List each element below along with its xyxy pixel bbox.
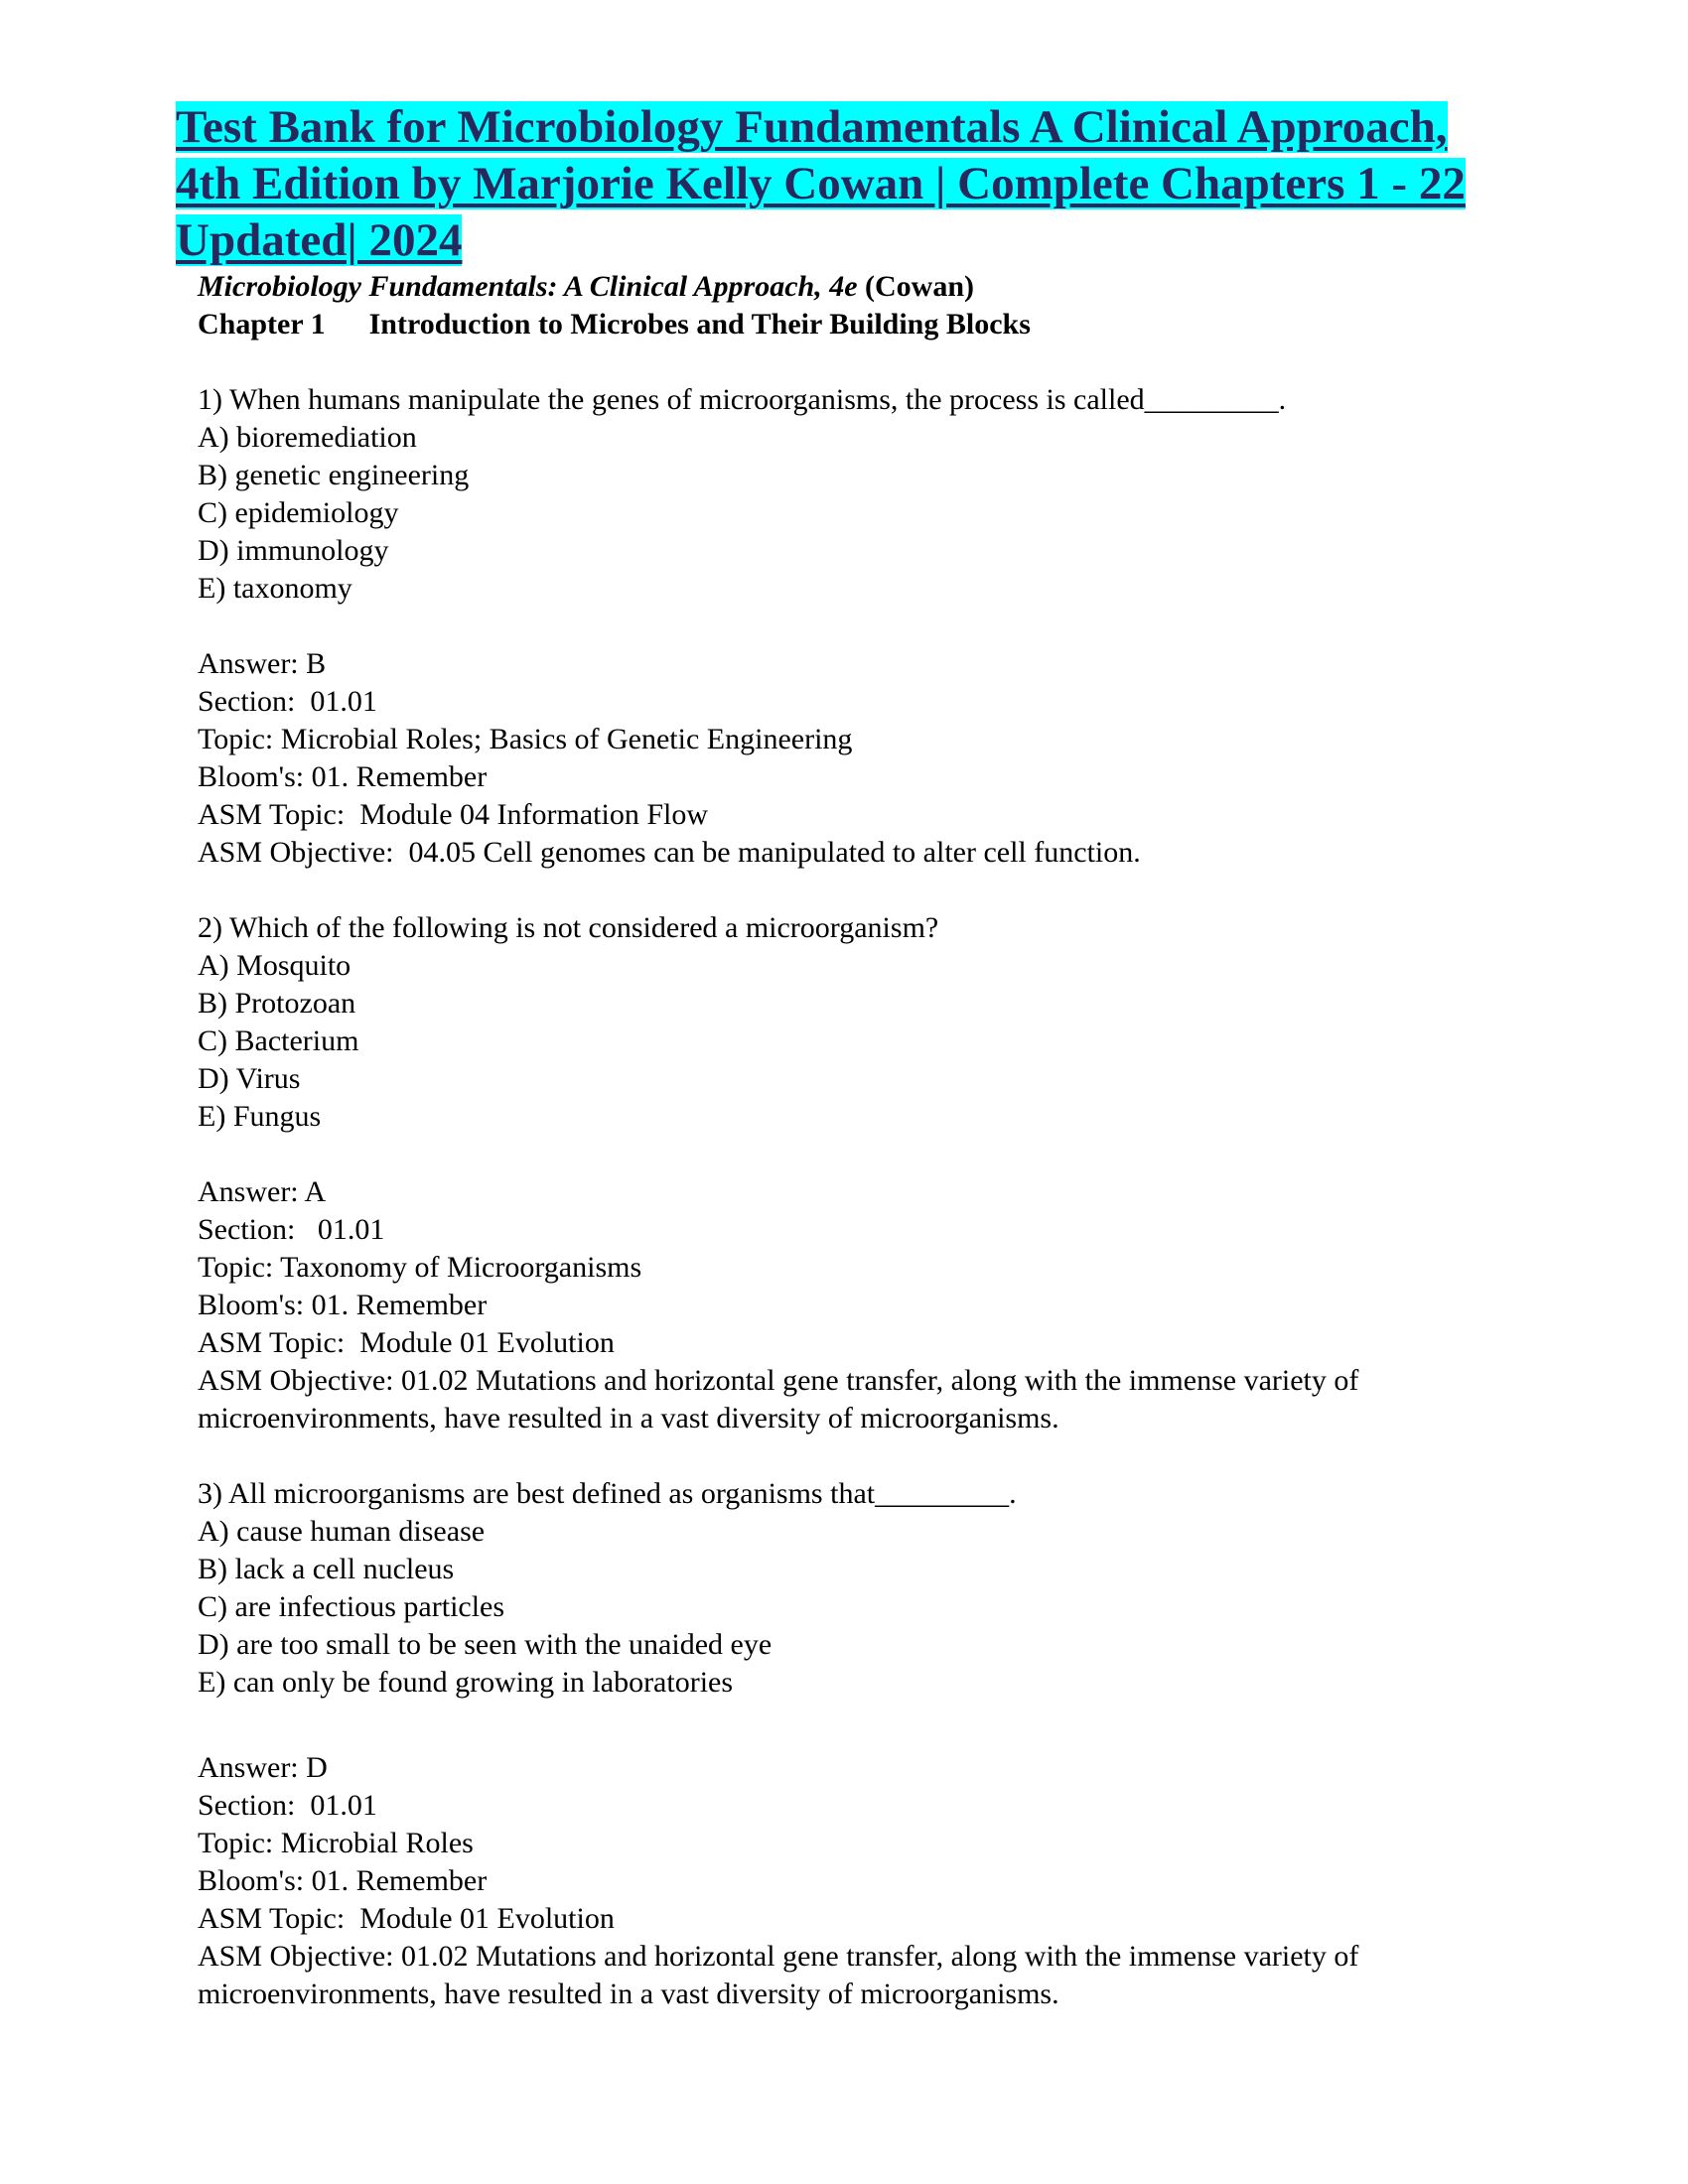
answer-option: D) are too small to be seen with the unaided eye: [198, 1628, 773, 1661]
answer-option: D) Virus: [198, 1062, 301, 1095]
question-stem: [198, 909, 1488, 947]
book-title: Microbiology Fundamentals: A Clinical Approach, 4e: [198, 270, 858, 303]
question-text: 3) All microorganisms are best defined as organisms that: [198, 1477, 876, 1510]
answer-meta: ASM Topic: Module 01 Evolution: [198, 1326, 615, 1359]
answer-meta: Bloom's: 01. Remember: [198, 1289, 488, 1321]
answer-meta: Section: 01.01: [198, 1789, 377, 1822]
book-author: (Cowan): [865, 270, 975, 303]
answer-option: E) taxonomy: [198, 572, 352, 605]
answer-meta: ASM Topic: Module 01 Evolution: [198, 1902, 615, 1935]
chapter-heading: [198, 306, 1488, 343]
answer-option: A) Mosquito: [198, 949, 352, 982]
answer-meta: Bloom's: 01. Remember: [198, 1864, 488, 1897]
answer-option: B) genetic engineering: [198, 459, 470, 491]
question-end: .: [1278, 383, 1287, 416]
answer-option: C) are infectious particles: [198, 1590, 505, 1623]
chapter-name: Introduction to Microbes and Their Building Blocks: [368, 308, 1031, 341]
answer-option: D) immunology: [198, 534, 389, 567]
answer-option: C) Bacterium: [198, 1024, 359, 1057]
answer-meta: Answer: A: [198, 1175, 327, 1208]
answer-option: B) Protozoan: [198, 987, 356, 1020]
question-block: [198, 1475, 1488, 2051]
answer-option: A) bioremediation: [198, 421, 417, 454]
question-text: 1) When humans manipulate the genes of microorganisms, the process is called: [198, 383, 1145, 416]
answer-meta: ASM Objective: 01.02 Mutations and horizontal gene transfer, along with the immense variety of microenvironments, have resulted in a vast diversity of microorganisms.: [198, 1940, 1359, 2010]
answer-meta: Answer: D: [198, 1751, 328, 1784]
answer-meta: Topic: Taxonomy of Microorganisms: [198, 1251, 642, 1284]
answer-meta: ASM Objective: 01.02 Mutations and horizontal gene transfer, along with the immense variety of microenvironments, have resulted in a vast diversity of microorganisms.: [198, 1364, 1359, 1434]
title-link[interactable]: Test Bank for Microbiology Fundamentals A Clinical Approach, 4th Edition by Marjorie Kelly Cowan | Complete Chapters 1 - 22 Updated| 2024: [176, 101, 1466, 266]
answer-meta: Section: 01.01: [198, 685, 377, 718]
question-stem: [198, 1475, 1488, 1513]
question-end: .: [1009, 1477, 1017, 1510]
question-list: [198, 381, 1488, 2051]
book-line: [198, 268, 1488, 306]
answer-meta: ASM Topic: Module 04 Information Flow: [198, 798, 708, 831]
answer-meta: Section: 01.01: [198, 1213, 385, 1246]
answer-option: B) lack a cell nucleus: [198, 1553, 455, 1585]
answer-option: E) can only be found growing in laboratories: [198, 1666, 734, 1699]
document-body: [198, 268, 1488, 2051]
question-block: [198, 909, 1488, 1475]
answer-blank: _________: [1144, 383, 1279, 416]
answer-option: C) epidemiology: [198, 496, 399, 529]
answer-option: A) cause human disease: [198, 1515, 486, 1548]
question-text: 2) Which of the following is not considered a microorganism?: [198, 911, 939, 944]
question-stem: [198, 381, 1488, 419]
answer-meta: Topic: Microbial Roles; Basics of Genetic Engineering: [198, 723, 853, 755]
document-title: [176, 99, 1506, 269]
answer-option: E) Fungus: [198, 1100, 322, 1133]
answer-meta: Topic: Microbial Roles: [198, 1827, 474, 1859]
answer-blank: _________: [875, 1477, 1010, 1510]
chapter-number: Chapter 1: [198, 308, 326, 341]
answer-meta: ASM Objective: 04.05 Cell genomes can be manipulated to alter cell function.: [198, 836, 1141, 869]
question-block: [198, 381, 1488, 909]
answer-meta: Bloom's: 01. Remember: [198, 760, 488, 793]
answer-meta: Answer: B: [198, 647, 327, 680]
